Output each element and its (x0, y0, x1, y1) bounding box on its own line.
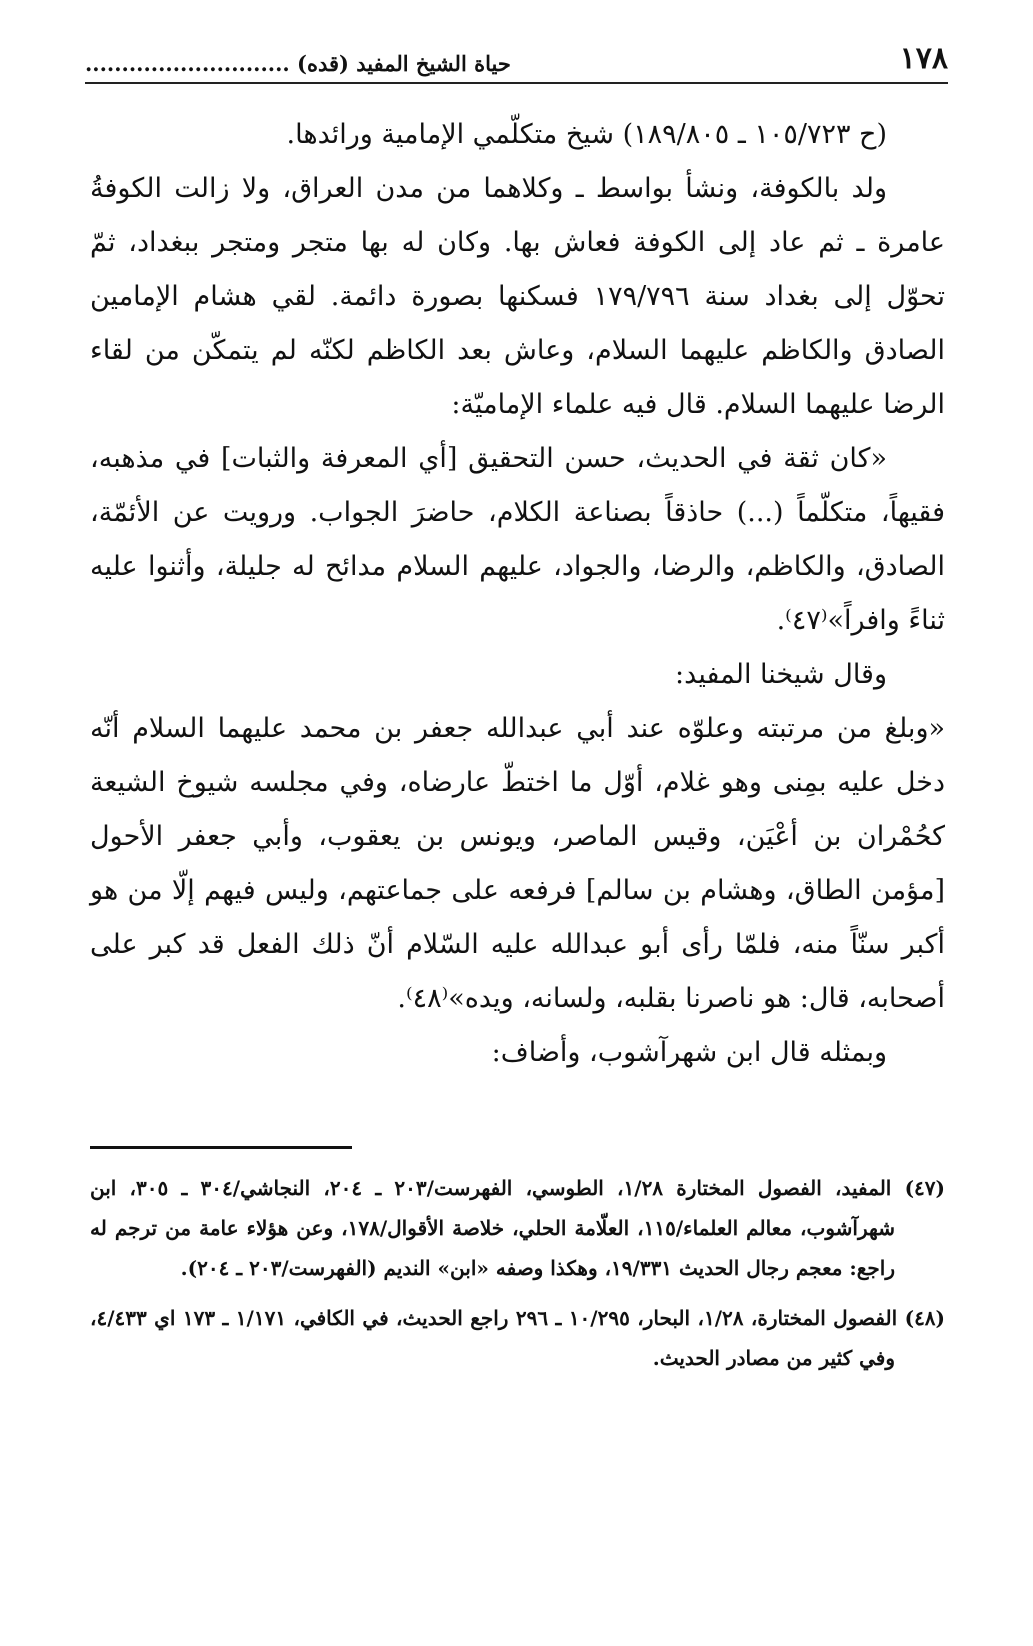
footnote-48: (٤٨) الفصول المختارة، ١/٢٨، البحار، ١٠/٢٩٥ ـ ٢٩٦ راجع الحديث، في الكافي، ١/١٧١ ـ ١٧٣ اي ٤/٤٣٣، وفي كثير من مصادر الحديث. (90, 1306, 946, 1370)
page-number: ١٧٨ (899, 41, 948, 76)
paragraph-ibn-shahrashub: وبمثله قال ابن شهرآشوب، وأضاف: (491, 1037, 887, 1068)
main-text (90, 108, 945, 1080)
paragraph-quote-mufid: «وبلغ من مرتبته وعلوّه عند أبي عبدالله جعفر بن محمد عليهما السلام أنّه دخل عليه بمِنى وهو غلام، أوّل ما اختطّ عارضاه، وفي مجلسه شيوخ الشيعة كحُمْران بن أعْيَن، وقيس الماصر، ويونس بن يعقوب، وأبي جعفر الأحول [مؤمن الطاق، وهشام بن سالم] فرفعه على جماعتهم، وليس فيهم إلّا من هو أكبر سنّاً منه، فلمّا رأى أبو عبدالله عليه السّلام أنّ ذلك الفعل قد كبر على أصحابه، قال: هو ناصرنا بقلبه، ولسانه، ويده»⁽٤٨⁾. (90, 713, 945, 1014)
footnote-47: (٤٧) المفيد، الفصول المختارة ١/٢٨، الطوسي، الفهرست/٢٠٣ ـ ٢٠٤، النجاشي/٣٠٤ ـ ٣٠٥، ابن شهرآشوب، معالم العلماء/١١٥، العلّامة الحلي، خلاصة الأقوال/١٧٨، وعن هؤلاء عامة من ترجم له راجع: معجم رجال الحديث ١٩/٣٣١، وهكذا وصفه «ابن» النديم (الفهرست/٢٠٣ ـ ٢٠٤). (90, 1176, 945, 1280)
paragraph-quote-scholars: «كان ثقة في الحديث، حسن التحقيق [أي المعرفة والثبات] في مذهبه، فقيهاً، متكلّماً (...) حاذقاً بصناعة الكلام، حاضرَ الجواب. ورويت عن الأئمّة، الصادق، والكاظم، والرضا، والجواد، عليهم السلام مدائح له جليلة، وأثنوا عليه ثناءً وافراً»⁽٤٧⁾. (90, 443, 945, 636)
footnotes (90, 1168, 945, 1388)
page-header (85, 40, 948, 84)
paragraph-biography: ولد بالكوفة، ونشأ بواسط ـ وكلاهما من مدن العراق، ولا زالت الكوفةُ عامرة ـ ثم عاد إلى الكوفة فعاش بها. وكان له بها متجر ومتجر ببغداد، ثمّ تحوّل إلى بغداد سنة ١٧٩/٧٩٦ فسكنها بصورة دائمة. لقي هشام الإمامين الصادق والكاظم عليهما السلام، وعاش بعد الكاظم لكنّه لم يتمكّن من لقاء الرضا عليهما السلام. قال فيه علماء الإماميّة: (90, 173, 945, 420)
footnote-divider (90, 1146, 352, 1149)
running-title: حياة الشيخ المفيد (قده) ............................ (85, 51, 511, 76)
paragraph-intro: (ح ١٠٥/٧٢٣ ـ ١٨٩/٨٠٥) شيخ متكلّمي الإمامية ورائدها. (286, 119, 887, 150)
paragraph-mufid-intro: وقال شيخنا المفيد: (675, 659, 887, 690)
